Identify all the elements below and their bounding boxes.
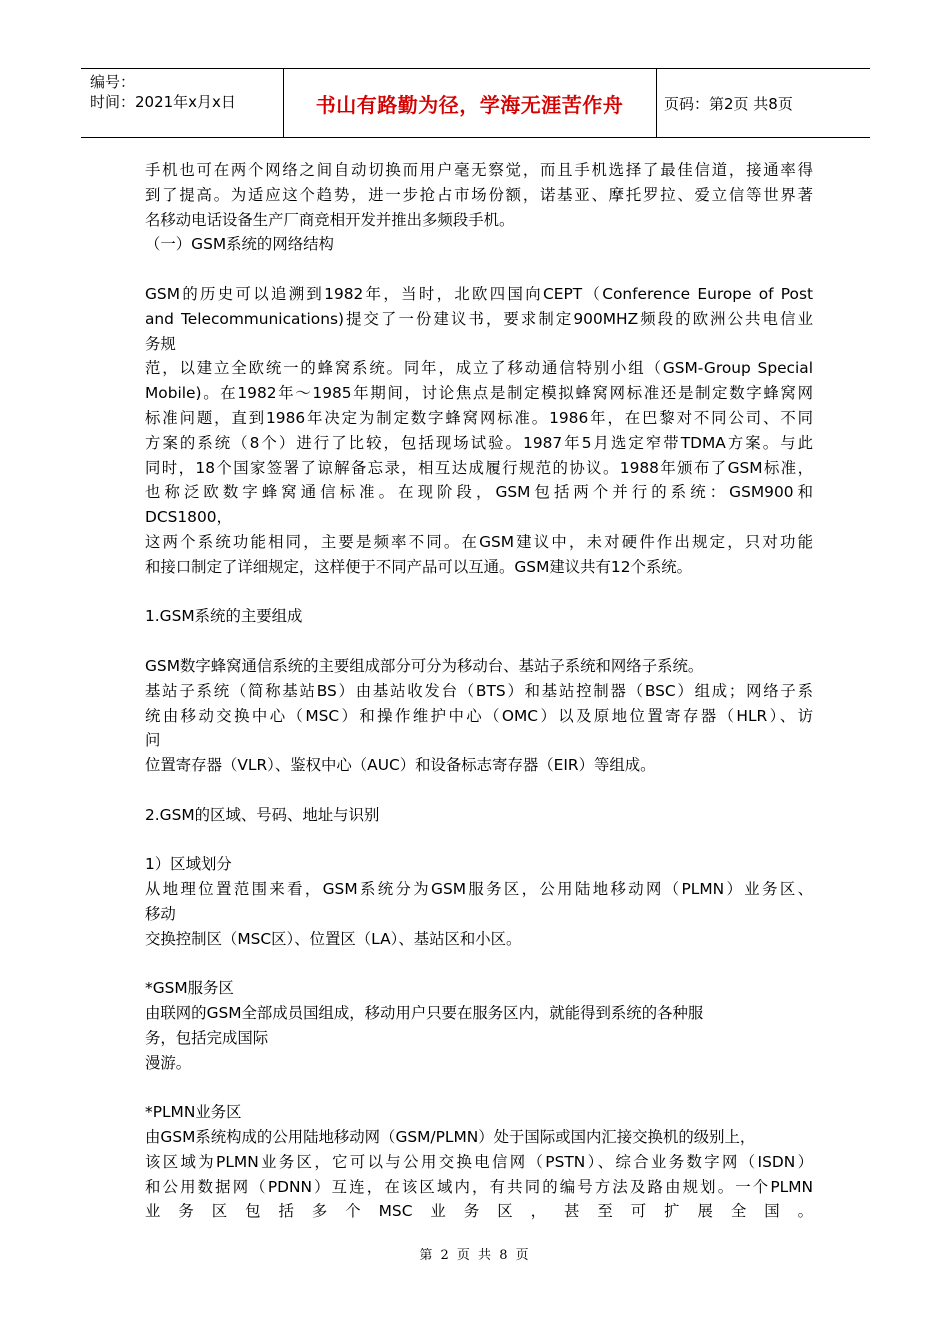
text-line: 手机也可在两个网络之间自动切换而用户毫无察觉，而且手机选择了最佳信道，接通率得: [145, 161, 813, 179]
header-table: [81, 68, 870, 138]
text-line: 名移动电话设备生产厂商竞相开发并推出多频段手机。: [145, 210, 515, 229]
text-line: 同时，18个国家签署了谅解备忘录，相互达成履行规范的协议。1988年颁布了GSM标准，: [145, 458, 813, 477]
text-line: 2.GSM的区域、号码、地址与识别: [145, 805, 380, 824]
text-line: DCS1800，: [145, 508, 232, 527]
time-label: 时间：2021年x月x日: [90, 93, 236, 111]
blank-line: [145, 1075, 813, 1100]
blank-line: [145, 580, 813, 605]
text-line: 务，包括完成国际: [145, 1028, 269, 1047]
serial-label: 编号：: [90, 73, 136, 91]
text-line: 这两个系统功能相同，主要是频率不同。在GSM建议中，未对硬件作出规定，只对功能: [145, 532, 813, 551]
text-line: 移动: [145, 904, 176, 923]
text-line: *PLMN业务区: [145, 1103, 242, 1122]
text-line: 基站子系统（简称基站BS）由基站收发台（BTS）和基站控制器（BSC）组成；网络子系: [145, 681, 813, 700]
text-line: 交换控制区（MSC区）、位置区（LA）、基站区和小区。: [145, 929, 522, 948]
blank-line: [145, 778, 813, 803]
text-line: 从地理位置范围来看，GSM系统分为GSM服务区，公用陆地移动网（PLMN）业务区、: [145, 880, 813, 899]
text-line: 范，以建立全欧统一的蜂窝系统。同年，成立了移动通信特别小组（GSM-Group Special: [145, 359, 813, 378]
text-line: 和接口制定了详细规定，这样便于不同产品可以互通。GSM建议共有12个系统。: [145, 557, 693, 576]
text-line: 由GSM系统构成的公用陆地移动网（GSM/PLMN）处于国际或国内汇接交换机的级别上，: [145, 1128, 756, 1147]
header-divider: [656, 69, 657, 137]
text-line: 该区域为PLMN业务区，它可以与公用交换电信网（PSTN）、综合业务数字网（ISDN）: [145, 1152, 813, 1171]
text-line: 统由移动交换中心（MSC）和操作维护中心（OMC）以及原地位置寄存器（HLR）、访: [145, 706, 813, 725]
header-meta: [90, 72, 236, 112]
page-footer: 第 2 页 共 8 页: [419, 1248, 531, 1263]
text-line: 标准问题，直到1986年决定为制定数字蜂窝网标准。1986年，在巴黎对不同公司、不同: [145, 408, 813, 427]
blank-line: [145, 828, 813, 853]
blank-line: [145, 257, 813, 282]
text-line: 方案的系统（8个）进行了比较，包括现场试验。1987年5月选定窄带TDMA方案。与此: [145, 433, 813, 452]
header-motto: 书山有路勤为径，学海无涯苦作舟: [315, 92, 624, 117]
text-line: *GSM服务区: [145, 979, 234, 998]
blank-line: [145, 952, 813, 977]
text-line: Mobile)。在1982年～1985年期间，讨论焦点是制定模拟蜂窝网标准还是制定数字蜂窝网: [145, 384, 813, 403]
text-line: 问: [145, 731, 161, 750]
text-line: 也称泛欧数字蜂窝通信标准。在现阶段，GSM包括两个并行的系统：GSM900和: [145, 483, 813, 502]
text-line: 到了提高。为适应这个趋势，进一步抢占市场份额，诺基亚、摩托罗拉、爱立信等世界著: [145, 185, 813, 204]
text-line: （一）GSM系统的网络结构: [145, 235, 334, 254]
text-line: 位置寄存器（VLR）、鉴权中心（AUC）和设备标志寄存器（EIR）等组成。: [145, 756, 656, 775]
text-line: 和公用数据网（PDNN）互连，在该区域内，有共同的编号方法及路由规划。一个PLMN: [145, 1177, 813, 1196]
text-line: GSM的历史可以追溯到1982年，当时，北欧四国向CEPT（Conference Europe of Post: [145, 284, 813, 303]
text-line: 业务区包括多个MSC业务区，甚至可扩展全国。: [145, 1202, 813, 1221]
text-line: 由联网的GSM全部成员国组成，移动用户只要在服务区内，就能得到系统的各种服: [145, 1004, 704, 1023]
header-page-info: 页码：第2页 共8页: [664, 94, 793, 113]
text-line: 1）区域划分: [145, 855, 232, 874]
text-line: and Telecommunications)提交了一份建议书，要求制定900MHZ频段的欧洲公共电信业: [145, 309, 813, 328]
text-line: GSM数字蜂窝通信系统的主要组成部分可分为移动台、基站子系统和网络子系统。: [145, 656, 704, 675]
text-line: 漫游。: [145, 1053, 192, 1072]
text-line: 1.GSM系统的主要组成: [145, 607, 303, 626]
document-body: [145, 158, 813, 1224]
blank-line: [145, 629, 813, 654]
text-line: 务规: [145, 334, 176, 353]
